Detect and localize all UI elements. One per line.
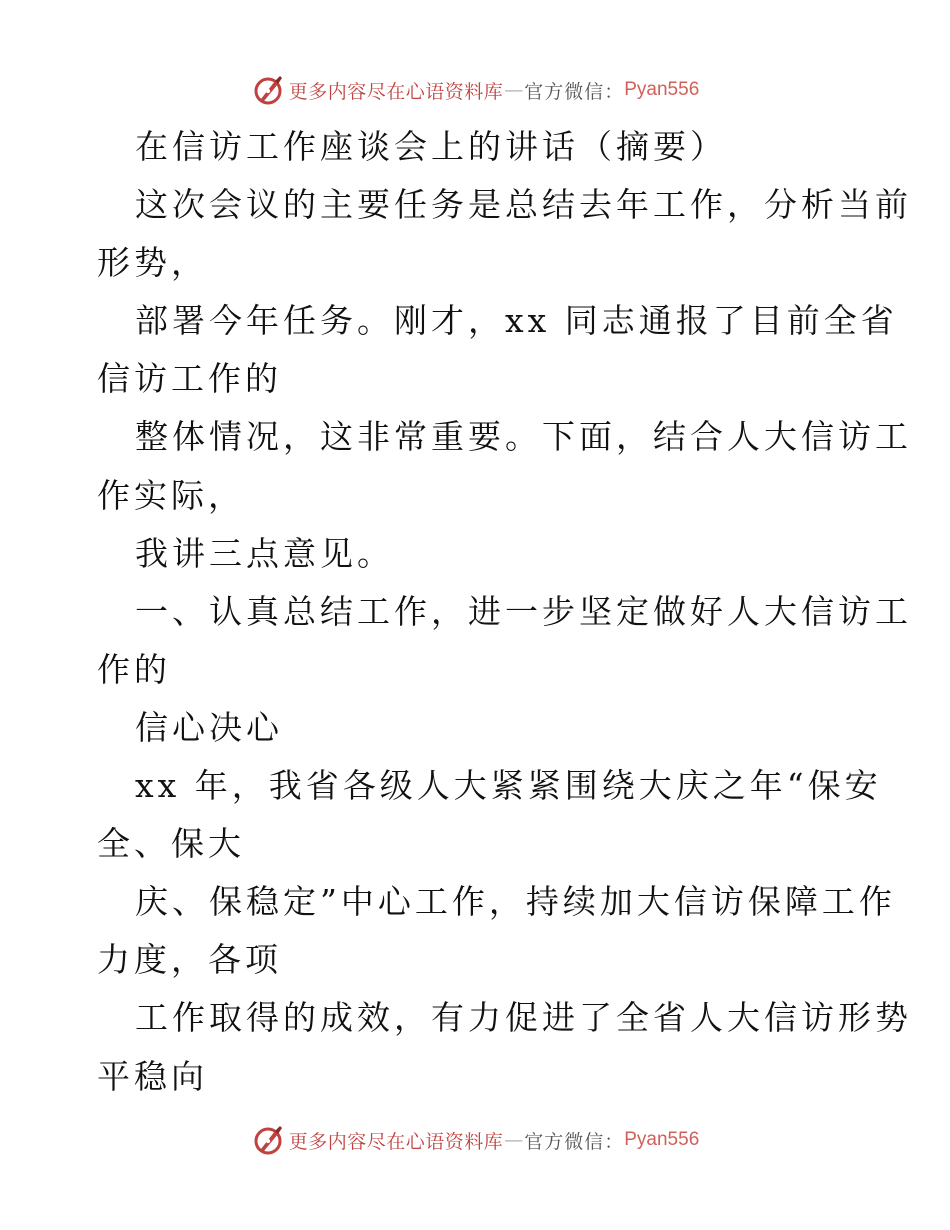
document-line: 一、认真总结工作，进一步坚定做好人大信访工 [135, 591, 912, 631]
banner-wechat-label: 官方微信： [524, 1130, 625, 1153]
banner-brand-text: 更多内容尽在心语资料库 [288, 1130, 504, 1153]
banner-wechat-id: Pyan556 [624, 79, 700, 100]
banner-wechat-id: Pyan556 [624, 1129, 700, 1150]
footer-banner [0, 1120, 950, 1160]
document-body [0, 118, 950, 1106]
document-line: 整体情况，这非常重要。下面，结合人大信访工 [135, 417, 912, 457]
document-line: 形势， [97, 243, 208, 283]
document-line: 在信访工作座谈会上的讲话（摘要） [135, 127, 727, 166]
document-line: 部署今年任务。刚才，xx 同志通报了目前全省 [135, 301, 898, 341]
document-line: 我讲三点意见。 [135, 533, 394, 573]
document-line: 这次会议的主要任务是总结去年工作，分析当前 [135, 185, 912, 225]
document-line: 工作取得的成效，有力促进了全省人大信访形势 [135, 998, 912, 1038]
document-line: 力度，各项 [97, 940, 282, 980]
banner-dash: — [504, 1129, 524, 1151]
document-line: 平稳向 [97, 1056, 208, 1096]
banner-brand-text: 更多内容尽在心语资料库 [288, 80, 504, 103]
header-banner [0, 70, 950, 110]
document-line: 信心决心 [135, 707, 283, 747]
document-line: 庆、保稳定”中心工作，持续加大信访保障工作 [135, 882, 896, 922]
document-line: 信访工作的 [97, 359, 282, 399]
document-line: 作实际， [97, 475, 245, 515]
document-line: 作的 [97, 649, 171, 689]
document-line: xx 年，我省各级人大紧紧围绕大庆之年“保安 [135, 766, 882, 806]
document-line: 全、保大 [97, 824, 245, 864]
pen-logo-icon [251, 73, 285, 107]
pen-logo-icon [251, 1123, 285, 1157]
banner-wechat-label: 官方微信： [524, 80, 625, 103]
banner-dash: — [504, 79, 524, 101]
